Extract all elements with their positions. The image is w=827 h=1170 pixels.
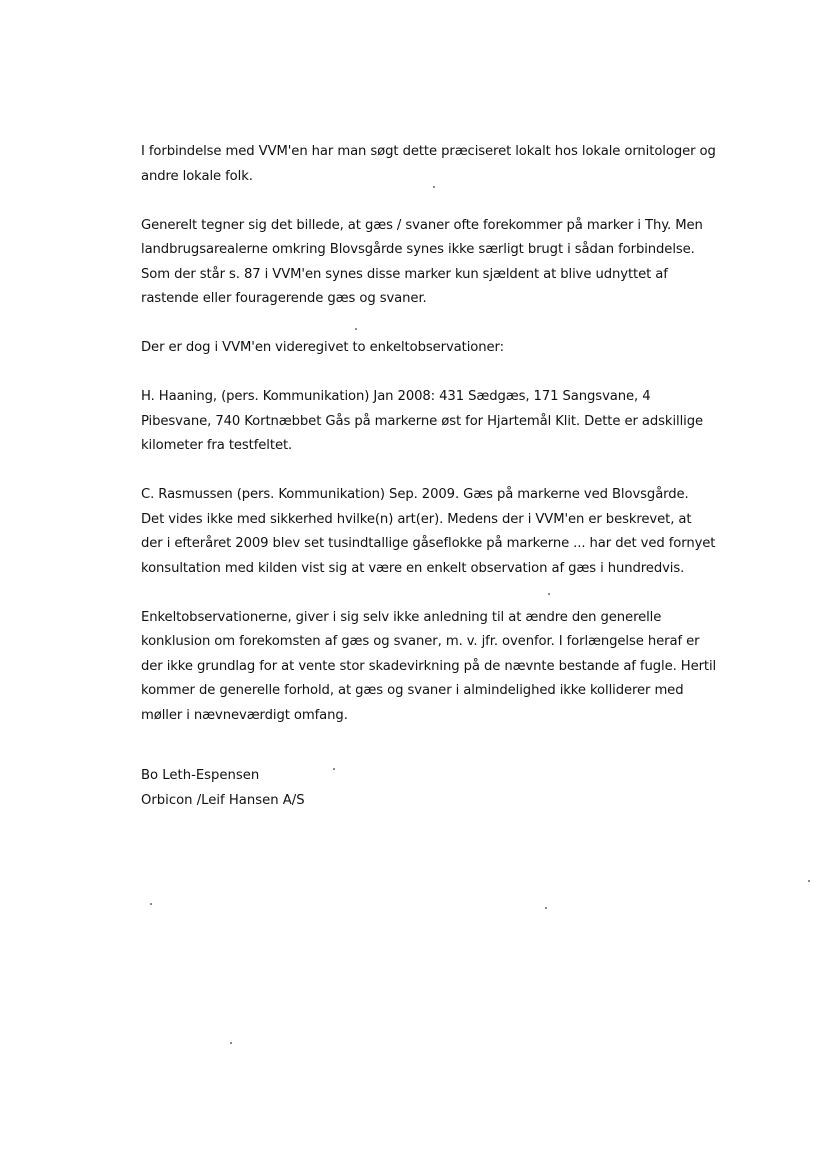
text-line: andre lokale folk. (141, 168, 253, 184)
scan-speck (433, 186, 435, 188)
scan-speck (548, 593, 550, 595)
text-line: møller i nævneværdigt omfang. (141, 707, 348, 723)
text-line: Enkeltobservationerne, giver i sig selv ikke anledning til at ændre den generelle (141, 609, 662, 625)
scan-speck (230, 1042, 232, 1044)
signature-company: Orbicon /Leif Hansen A/S (141, 792, 305, 808)
text-line: konklusion om forekomsten af gæs og svaner, m. v. jfr. ovenfor. I forlængelse heraf er (141, 634, 700, 649)
text-line: H. Haaning, (pers. Kommunikation) Jan 2008: 431 Sædgæs, 171 Sangsvane, 4 (141, 389, 651, 404)
text-line: kommer de generelle forhold, at gæs og svaner i almindelighed ikke kolliderer med (141, 683, 684, 698)
signature-block (141, 764, 305, 813)
text-line: Der er dog i VVM'en videregivet to enkeltobservationer: (141, 340, 504, 355)
text-line: kilometer fra testfeltet. (141, 438, 293, 453)
scan-speck (333, 768, 335, 770)
scan-speck (150, 903, 152, 905)
text-line: Det vides ikke med sikkerhed hvilke(n) art(er). Medens der i VVM'en er beskrevet, at (141, 511, 692, 527)
text-line: I forbindelse med VVM'en har man søgt dette præciseret lokalt hos lokale ornitologer og (141, 144, 716, 159)
scan-speck (355, 328, 357, 330)
text-line: landbrugsarealerne omkring Blovsgårde synes ikke særligt brugt i sådan forbindelse. (141, 242, 695, 257)
signature-name: Bo Leth-Espensen (141, 768, 260, 783)
paragraph-general (141, 214, 741, 312)
paragraph-conclusion (141, 606, 741, 729)
paragraph-observation-haaning (141, 385, 741, 459)
paragraph-observations-intro (141, 336, 741, 361)
text-line: der ikke grundlag for at vente stor skadevirkning på de nævnte bestande af fugle. Hertil (141, 658, 717, 674)
text-line: konsultation med kilden vist sig at være en enkelt observation af gæs i hundredvis. (141, 560, 685, 576)
text-line: Som der står s. 87 i VVM'en synes disse marker kun sjældent at blive udnyttet af (141, 266, 668, 282)
scan-speck (808, 880, 810, 882)
text-line: rastende eller fouragerende gæs og svaner. (141, 291, 427, 306)
scan-speck (545, 907, 547, 909)
text-line: Generelt tegner sig det billede, at gæs / svaner ofte forekommer på marker i Thy. Men (141, 217, 703, 233)
text-line: Pibesvane, 740 Kortnæbbet Gås på markerne øst for Hjartemål Klit. Dette er adskillige (141, 413, 704, 429)
text-line: der i efteråret 2009 blev set tusindtallige gåseflokke på markerne ... har det ved fornyet (141, 536, 716, 551)
paragraph-observation-rasmussen (141, 483, 741, 581)
text-line: C. Rasmussen (pers. Kommunikation) Sep. 2009. Gæs på markerne ved Blovsgårde. (141, 487, 689, 502)
letter-body (141, 140, 741, 753)
paragraph-intro (141, 140, 741, 189)
